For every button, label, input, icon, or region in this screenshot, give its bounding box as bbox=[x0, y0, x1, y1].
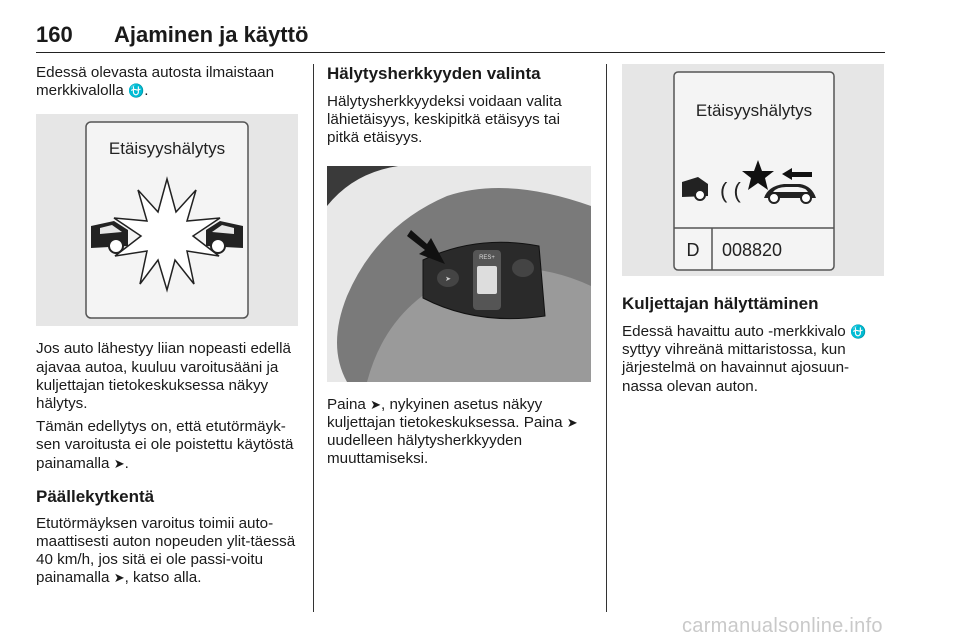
steering-wheel-illustration bbox=[327, 166, 591, 382]
steering-wheel-figure bbox=[327, 166, 591, 382]
collision-warning-illustration bbox=[36, 114, 298, 326]
paragraph: Etutörmäyksen varoitus toimii auto-maattisesti auton nopeuden ylit-täessä 40 km/h, jos sitä ei ole passi-voitu painamalla ➤, katso alla. bbox=[36, 514, 296, 587]
display-title: Etäisyyshälytys bbox=[695, 101, 813, 120]
collision-warning-button-icon: ➤ bbox=[370, 396, 381, 412]
car-icon: ⛎ bbox=[849, 324, 867, 339]
signal-wave-icon: ( ( bbox=[720, 178, 741, 203]
collision-warning-button-icon: ➤ bbox=[113, 570, 125, 586]
page-title: Ajaminen ja käyttö bbox=[114, 22, 309, 47]
collision-warning-button-icon: ➤ bbox=[113, 455, 125, 471]
paragraph: Edessä havaittu auto -merkkivalo ⛎ syttyy vihreänä mittaristossa, kun järjestelmä on havainnut ajosuun-nassa olevan auton. bbox=[622, 323, 867, 395]
section-heading: Kuljettajan hälyttäminen bbox=[622, 294, 819, 313]
paragraph: Hälytysherkkyydeksi voidaan valita lähietäisyys, keskipitkä etäisyys tai pitkä etäisyys. bbox=[327, 93, 562, 147]
column-1 bbox=[36, 64, 302, 588]
collision-warning-button-icon: ➤ bbox=[566, 414, 578, 430]
page-number: 160 bbox=[36, 22, 73, 47]
res-button-label: RES+ bbox=[479, 254, 495, 261]
collision-warning-figure bbox=[36, 114, 298, 326]
section-heading: Hälytysherkkyyden valinta bbox=[327, 64, 541, 83]
watermark: carmanualsonline.info bbox=[682, 615, 883, 637]
column-divider bbox=[606, 64, 607, 612]
display-title: Etäisyyshälytys bbox=[108, 139, 226, 159]
paragraph: Paina ➤, nykyinen asetus näkyy kuljettajan tietokeskuksessa. Paina ➤ uudelleen hälytysherkkyyden muuttamiseksi. bbox=[327, 395, 578, 468]
column-3 bbox=[622, 64, 884, 396]
page-header bbox=[36, 22, 885, 53]
paragraph: Tämän edellytys on, että etutörmäyk-sen varoitusta ei ole poistettu käytöstä painamalla ➤. bbox=[36, 418, 294, 472]
gear-indicator: D bbox=[686, 240, 700, 260]
collision-warning-button-icon: ➤ bbox=[445, 275, 451, 283]
driver-alert-illustration bbox=[622, 64, 884, 276]
paragraph: Edessä olevasta autosta ilmaistaan merkkivalolla ⛎. bbox=[36, 64, 275, 100]
section-heading: Päällekytkentä bbox=[36, 486, 155, 506]
odometer-readout: 008820 bbox=[722, 240, 783, 260]
column-divider bbox=[313, 64, 314, 612]
car-icon: ⛎ bbox=[128, 83, 145, 99]
paragraph: Jos auto lähestyy liian nopeasti edellä ajavaa autoa, kuuluu varoitusääni ja kuljettajan tietokeskuksessa näkyy hälytys. bbox=[36, 340, 291, 413]
column-2 bbox=[327, 64, 595, 468]
driver-alert-display-figure bbox=[622, 64, 884, 276]
